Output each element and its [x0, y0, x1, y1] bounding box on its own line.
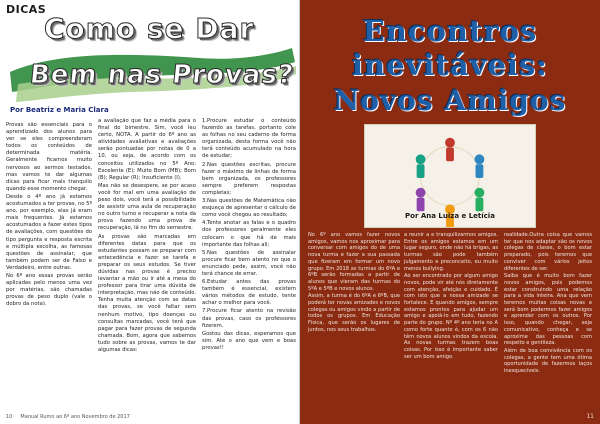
byline: Por Beatriz e Maria Clara — [10, 106, 109, 114]
column-1 — [308, 232, 400, 410]
paragraph: No 6º ano essas provas serão aplicadas pelo menos uma vez por matérias, são chamadas provas de peso duplo (vale o dobro da nota). — [6, 272, 92, 308]
headline-line-2: Bem nas Provas? — [28, 60, 296, 90]
paragraph: a avaliação que faz a média para o final do bimestre. Sim, você leu certo, NOTA. A partir do 6º ano as atividades avaliativas e avaliações serão pontuadas por notas de 0 a 10, ou seja, de acordo com os conceitos utilizados no 5º Ano: Excelente (E); Muito Bom (MB); Bom (B); Regular (R); Insuficiente (I). — [98, 118, 196, 181]
section-tag: DICAS — [6, 3, 47, 16]
article-body — [308, 232, 592, 414]
column-2 — [98, 118, 196, 400]
page-number: 10 — [6, 414, 13, 420]
tip-item: 1.Procure estudar o conteúdo fazendo as tarefas, portanto cole as folhas no seu caderno de forma organizada, desta forma você não terá conteúdo acumulado na hora de estudar; — [202, 118, 296, 160]
title-line-2: inevitáveis: — [352, 48, 548, 82]
headline-line-1: Como se Dar — [44, 12, 255, 45]
article-body — [6, 118, 296, 402]
column-3 — [504, 232, 592, 410]
title-line-3: Novos Amigos — [333, 84, 567, 117]
paragraph: Ao ser encontrado por algum amigo novos, pode vir até nós diretamente com atenção, afeição e cuidado. É com isto que a nossa amizade se fortalece. E quando amigos, sempre estamos prontos para ajudar um amigo e apoiá-lo em tudo, fazendo parte do grupo. Nº 4º ano teria no A como forte quanto é, com os 6 não têm novos alunos vindos da escola. As novas turmas trazem boas coisas. Por isso é importante saber ser um bom amigo. — [404, 273, 498, 360]
right-page — [300, 0, 600, 424]
tip-item: 7.Procure ficar atento na revisão das provas, caso os professores fizerem. — [202, 308, 296, 329]
paragraph: Provas são essenciais para o aprendizado dos alunos para ver se eles compreenderam todos os conteúdos de determinada matéria. Geralmente ficamos muito nervosos ao sermos testados, mas vamos te dar algumas dicas para ficar mais tranquilo quando esse momento chegar. — [6, 122, 92, 192]
title-line-1: Encontros — [362, 14, 538, 48]
byline: Por Ana Luiza e Letícia — [405, 212, 495, 220]
tip-item: 5.Nas questões de assinalar procure ficar bem atento no que o enunciado pede, assim, você não terá chance de errar. — [202, 249, 296, 277]
paragraph: Mas não se desespere, se por acaso você for mal em uma avaliação de peso dois, você terá a possibilidade de assistir uma aula de recuperação no outro turno e recuperar a nota da prova fazendo uma prova de recuperação, lá no fim do semestre. — [98, 182, 196, 232]
column-2 — [404, 232, 498, 410]
paragraph: realidade.Outra coisa que vamos ter que nos adaptar são os novos colegas de classe, o bom estar preparado, pois teremos que conviver com vários jeitos diferentes de ser. — [504, 232, 592, 272]
person-figure — [445, 138, 455, 162]
page-footer — [6, 414, 294, 420]
paragraph: Saiba que é muito bom fazer novos amigos, pois podemos estar construindo uma relação para a vida inteira. Ana que vem teremos muitas coisas novas e será bom podermos fazer amigos e aprender com os outros. Por isso, quando chegar, seja comunicativo, conheça e se aproxime das pessoas com respeito e gentileza. — [504, 273, 592, 347]
tip-item: 2.Nas questões escritas, procure fazer o máximo de linhas de forma bem organizada, os professores sempre preferem respostas completas; — [202, 161, 296, 196]
issue-label: Manual Rumo ao 6º ano Novembro de 2017 — [20, 414, 130, 420]
column-3 — [202, 118, 296, 400]
tip-item: 4.Tente anotar as falas e o quadro dos professores geralmente eles colocam o que há de mais importante das folhas ali; — [202, 220, 296, 248]
page-number: 11 — [586, 413, 594, 420]
paragraph: As provas são marcadas em diferentes datas para que os estudantes possam se preparar com antecedência e fazer se tarefa e preparar os seus estudos. Se tiver dúvidas nas provas é preciso levantar a mão ou ir até a mesa do professor para tirar uma dúvida de interpretação, mas não de conteúdo. Tenha muita atenção com as datas das provas, se você faltar sem nenhum motivo, tipo doenças ou consultas marcadas, você terá que pagar para fazer provas de segunda chamada. Bom, agora que sabemos tudo sobre as provas, vamos te dar algumas dicas: — [98, 233, 196, 353]
closing-paragraph: Gostou das dicas, esperamos que sim. Até o ano que vem e boas provas!! — [202, 330, 296, 351]
paragraph: a reunir a e tranquilizarmos amigos. Entre os amigos estamos em um lugar seguro, onde não há brigas, as turmas são pode também julgamento e preconceito, eu muito menos bullying. — [404, 232, 498, 272]
tip-item: 6.Estudar antes das provas também é essencial, existem vários métodos de estudo, tente achar o melhor para você. — [202, 279, 296, 307]
paragraph: Desde o 4º ano já estamos acostumados a ter provas, no 5º ano, por exemplo, elas já eram mais frequentes. Já estamos acostumados a fazer estes tipos de avaliações, com questões do tipo pergunta e resposta escrita e múltipla escolha, as famosas questões de assinalar, que também podem ser de Falso e Verdadeiro, entre outras. — [6, 193, 92, 271]
column-1 — [6, 122, 92, 398]
paragraph: Além de boa convivência com os colegas, a gente tem uma ótima oportunidade de fazermos laços inesquecíveis. — [504, 347, 592, 375]
tip-item: 3.Nas questões de Matemática não esqueça de apresentar o cálculo de como você chegou ao resultado; — [202, 198, 296, 219]
paragraph: Assim, a turma é do 6ºA e 6ºB, que poderá ter novas amizades e novos colegas ou amigos vindo a partir de todos os grupos. Em Educação Física, que serão os lugares de juntos, nos seus trabalhos. — [308, 293, 400, 333]
paragraph: No 6º ano vamos fazer novos amigos, vamos nos aproximar para conversar com amigos do de uma nova turma e fazer a sua passada que fizeram em formar um novo grupo. Em 2018 as turmas do 6ºA e 6ºB serão formadas a partir de alunos que vieram das turmas do 5ºA e 5ºB e novos alunos. — [308, 232, 400, 292]
